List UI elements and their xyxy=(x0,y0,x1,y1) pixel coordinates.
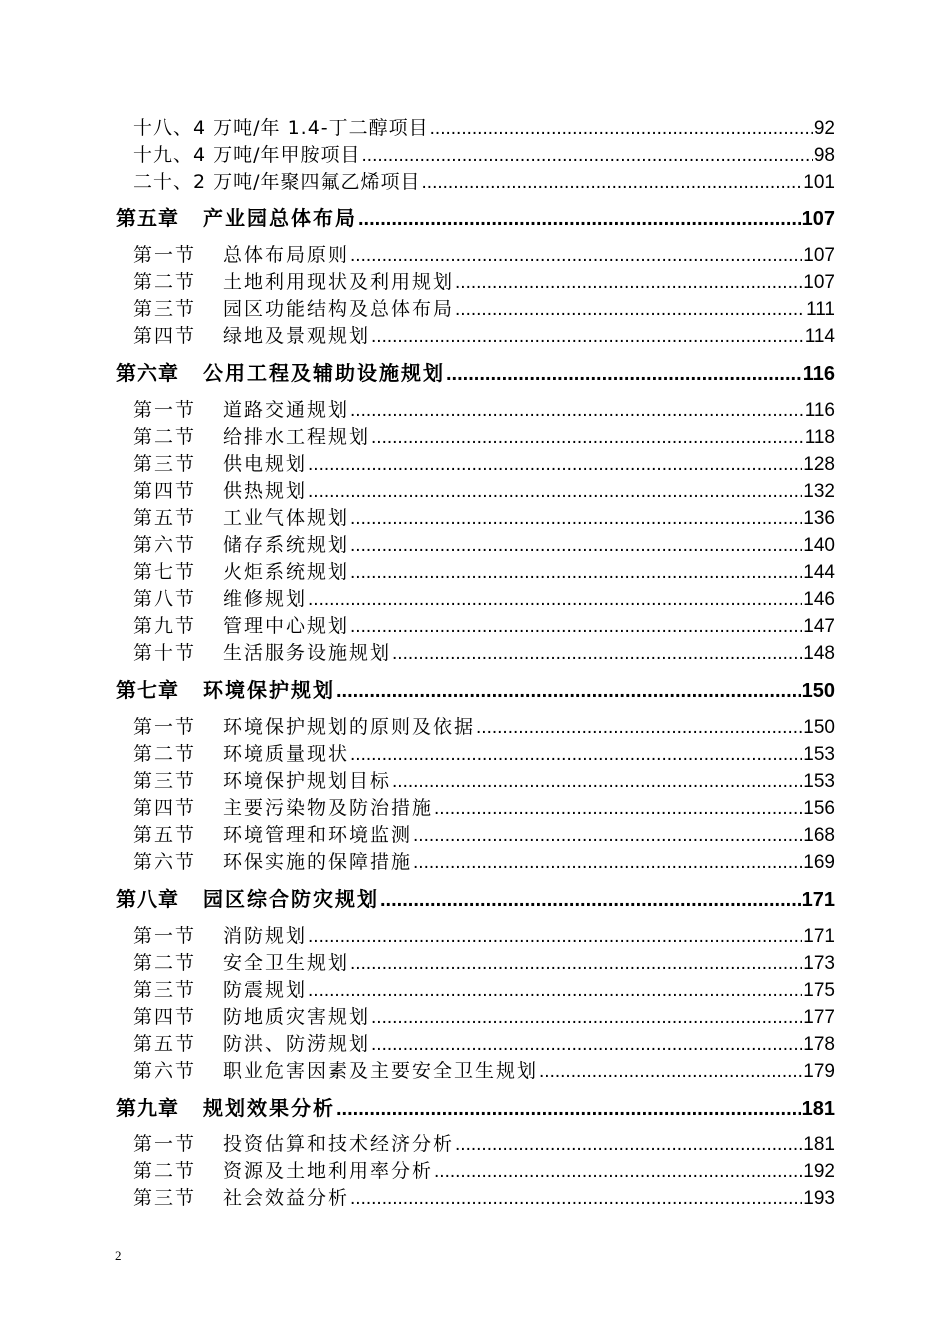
toc-dot-leader xyxy=(413,822,802,849)
toc-dot-leader xyxy=(308,923,802,950)
toc-entry xyxy=(133,586,835,613)
toc-entry-page: 153 xyxy=(803,744,835,765)
toc-entry-page: 150 xyxy=(801,680,835,702)
toc-entry xyxy=(133,142,835,169)
toc-entry-title: 环境保护规划目标 xyxy=(223,770,392,792)
toc-entry-page: 107 xyxy=(801,208,835,230)
toc-dot-leader xyxy=(430,115,813,142)
toc-entry-number: 第四节 xyxy=(133,797,197,819)
toc-entry-title: 社会效益分析 xyxy=(223,1187,350,1209)
toc-entry xyxy=(133,505,835,532)
toc-dot-leader xyxy=(308,586,802,613)
toc-entry xyxy=(133,714,835,741)
toc-entry-page: 181 xyxy=(803,1134,835,1155)
toc-entry-title: 消防规划 xyxy=(223,925,308,947)
toc-entry xyxy=(133,1131,835,1158)
toc-dot-leader xyxy=(350,532,802,559)
toc-entry-title: 投资估算和技术经济分析 xyxy=(223,1133,455,1155)
toc-entry-title: 火炬系统规划 xyxy=(223,561,350,583)
toc-entry xyxy=(133,640,835,667)
toc-entry-title: 安全卫生规划 xyxy=(223,952,350,974)
toc-entry-number: 第二节 xyxy=(133,1160,197,1182)
toc-entry-title: 资源及土地利用率分析 xyxy=(223,1160,434,1182)
toc-dot-leader xyxy=(350,397,804,424)
toc-entry-title: 防地质灾害规划 xyxy=(223,1006,371,1028)
toc-entry-title: 储存系统规划 xyxy=(223,534,350,556)
toc-entry-page: 150 xyxy=(803,717,835,738)
toc-dot-leader xyxy=(336,676,801,705)
toc-entry-page: 148 xyxy=(803,643,835,664)
toc-entry-number: 第一节 xyxy=(133,1133,197,1155)
toc-entry-number: 第四节 xyxy=(133,325,197,347)
toc-entry-title: 供电规划 xyxy=(223,453,308,475)
toc-entry xyxy=(133,559,835,586)
toc-dot-leader xyxy=(336,1094,801,1123)
toc-entry-page: 177 xyxy=(803,1007,835,1028)
toc-entry-page: 178 xyxy=(803,1034,835,1055)
toc-entry-number: 第六节 xyxy=(133,534,197,556)
toc-entry xyxy=(133,923,835,950)
toc-entry-number: 第七章 xyxy=(116,678,179,702)
toc-entry xyxy=(133,950,835,977)
toc-dot-leader xyxy=(539,1058,802,1085)
toc-entry-page: 107 xyxy=(803,245,835,266)
toc-entry-page: 116 xyxy=(804,400,835,421)
toc-entry-number: 第九章 xyxy=(116,1096,179,1120)
toc-entry xyxy=(133,424,835,451)
toc-entry-number: 第五节 xyxy=(133,1033,197,1055)
toc-entry-page: 168 xyxy=(803,825,835,846)
toc-entry-page: 98 xyxy=(813,145,835,166)
toc-entry-number: 第六章 xyxy=(116,361,179,385)
toc-entry-page: 175 xyxy=(803,980,835,1001)
toc-entry-page: 144 xyxy=(803,562,835,583)
toc-entry-page: 192 xyxy=(803,1161,835,1182)
toc-entry xyxy=(133,451,835,478)
toc-entry-title: 环境质量现状 xyxy=(223,743,350,765)
toc-entry-title: 二十、2 万吨/年聚四氟乙烯项目 xyxy=(133,171,421,193)
toc-entry-number: 第三节 xyxy=(133,298,197,320)
toc-entry-page: 181 xyxy=(801,1098,835,1120)
toc-dot-leader xyxy=(308,977,802,1004)
toc-entry-page: 107 xyxy=(803,272,835,293)
toc-dot-leader xyxy=(308,451,802,478)
toc-dot-leader xyxy=(350,613,802,640)
toc-entry-number: 第一节 xyxy=(133,925,197,947)
toc-entry-number: 第五节 xyxy=(133,824,197,846)
toc-entry-title: 道路交通规划 xyxy=(223,399,350,421)
toc-dot-leader xyxy=(380,885,801,914)
toc-dot-leader xyxy=(308,478,802,505)
toc-dot-leader xyxy=(422,169,803,196)
toc-entry-title: 给排水工程规划 xyxy=(223,426,371,448)
toc-entry-page: 156 xyxy=(803,798,835,819)
toc-entry-page: 193 xyxy=(803,1188,835,1209)
toc-entry xyxy=(133,269,835,296)
toc-entry-page: 140 xyxy=(803,535,835,556)
toc-entry-number: 第一节 xyxy=(133,399,197,421)
toc-dot-leader xyxy=(434,795,802,822)
toc-entry-title: 职业危害因素及主要安全卫生规划 xyxy=(223,1060,539,1082)
toc-entry xyxy=(133,242,835,269)
toc-entry-page: 114 xyxy=(804,326,835,347)
toc-entry-title: 防洪、防涝规划 xyxy=(223,1033,371,1055)
toc-entry-title: 供热规划 xyxy=(223,480,308,502)
toc-dot-leader xyxy=(371,323,804,350)
toc-entry-page: 171 xyxy=(801,889,835,911)
toc-chapter-entry xyxy=(116,675,835,705)
toc-entry-page: 171 xyxy=(803,926,835,947)
toc-entry-number: 第七节 xyxy=(133,561,197,583)
toc-entry-title: 绿地及景观规划 xyxy=(223,325,371,347)
toc-entry-page: 101 xyxy=(803,172,835,193)
toc-entry-title: 生活服务设施规划 xyxy=(223,642,392,664)
toc-dot-leader xyxy=(358,204,801,233)
toc-dot-leader xyxy=(350,741,802,768)
toc-entry-page: 136 xyxy=(803,508,835,529)
toc-entry-number: 第八节 xyxy=(133,588,197,610)
toc-entry-page: 128 xyxy=(803,454,835,475)
toc-entry-title: 规划效果分析 xyxy=(203,1096,335,1120)
toc-entry-title: 维修规划 xyxy=(223,588,308,610)
toc-entry-page: 173 xyxy=(803,953,835,974)
toc-entry-number: 第四节 xyxy=(133,1006,197,1028)
toc-entry-number: 第十节 xyxy=(133,642,197,664)
toc-entry-number: 第六节 xyxy=(133,851,197,873)
toc-entry-page: 147 xyxy=(803,616,835,637)
toc-entry-title: 园区综合防灾规划 xyxy=(203,887,379,911)
toc-entry-number: 第三节 xyxy=(133,979,197,1001)
toc-dot-leader xyxy=(350,950,802,977)
toc-entry xyxy=(133,115,835,142)
toc-dot-leader xyxy=(413,849,802,876)
toc-entry-number: 第九节 xyxy=(133,615,197,637)
toc-entry-number: 第二节 xyxy=(133,952,197,974)
toc-entry xyxy=(133,849,835,876)
toc-entry-number: 第五节 xyxy=(133,507,197,529)
toc-dot-leader xyxy=(350,505,802,532)
toc-entry xyxy=(133,169,835,196)
toc-entry xyxy=(133,822,835,849)
toc-entry xyxy=(133,977,835,1004)
toc-entry-page: 111 xyxy=(806,299,835,320)
toc-entry-title: 土地利用现状及利用规划 xyxy=(223,271,455,293)
toc-entry xyxy=(133,613,835,640)
toc-entry-number: 第一节 xyxy=(133,716,197,738)
toc-dot-leader xyxy=(455,296,805,323)
toc-chapter-entry xyxy=(116,884,835,914)
toc-entry-title: 十八、4 万吨/年 1.4-丁二醇项目 xyxy=(133,117,429,139)
toc-entry-number: 第三节 xyxy=(133,453,197,475)
toc-dot-leader xyxy=(371,1031,802,1058)
toc-entry-number: 第六节 xyxy=(133,1060,197,1082)
toc-entry-title: 总体布局原则 xyxy=(223,244,350,266)
toc-dot-leader xyxy=(362,142,813,169)
toc-entry-title: 主要污染物及防治措施 xyxy=(223,797,434,819)
toc-entry-page: 153 xyxy=(803,771,835,792)
toc-chapter-entry xyxy=(116,358,835,388)
toc-entry xyxy=(133,296,835,323)
toc-entry xyxy=(133,532,835,559)
toc-entry-number: 第五章 xyxy=(116,206,179,230)
toc-entry xyxy=(133,741,835,768)
toc-entry xyxy=(133,1031,835,1058)
toc-entry-number: 第二节 xyxy=(133,426,197,448)
toc-entry xyxy=(133,1058,835,1085)
toc-entry xyxy=(133,1004,835,1031)
toc-chapter-entry xyxy=(116,203,835,233)
toc-dot-leader xyxy=(371,1004,802,1031)
toc-dot-leader xyxy=(350,559,802,586)
toc-entry-number: 第二节 xyxy=(133,743,197,765)
toc-dot-leader xyxy=(371,424,804,451)
toc-entry-page: 116 xyxy=(802,363,835,385)
toc-entry-title: 环境保护规划 xyxy=(203,678,335,702)
page-number: 2 xyxy=(115,1248,122,1263)
toc-entry-page: 169 xyxy=(803,852,835,873)
toc-dot-leader xyxy=(350,1185,802,1212)
toc-entry-page: 92 xyxy=(813,118,835,139)
toc-entry-title: 公用工程及辅助设施规划 xyxy=(203,361,445,385)
toc-entry-page: 146 xyxy=(803,589,835,610)
toc-entry xyxy=(133,323,835,350)
toc-entry-page: 118 xyxy=(804,427,835,448)
toc-entry xyxy=(133,1158,835,1185)
toc-entry-title: 十九、4 万吨/年甲胺项目 xyxy=(133,144,361,166)
toc-entry-page: 132 xyxy=(803,481,835,502)
toc-entry-title: 环境管理和环境监测 xyxy=(223,824,413,846)
toc-dot-leader xyxy=(455,1131,802,1158)
toc-dot-leader xyxy=(392,768,802,795)
toc-entry-title: 产业园总体布局 xyxy=(203,206,357,230)
toc-entry xyxy=(133,768,835,795)
toc-entry-title: 园区功能结构及总体布局 xyxy=(223,298,455,320)
toc-entry-number: 第四节 xyxy=(133,480,197,502)
toc-dot-leader xyxy=(434,1158,802,1185)
toc-dot-leader xyxy=(350,242,802,269)
toc-dot-leader xyxy=(446,359,802,388)
toc-chapter-entry xyxy=(116,1093,835,1123)
toc-entry-number: 第三节 xyxy=(133,770,197,792)
toc-entry-number: 第二节 xyxy=(133,271,197,293)
toc-entry-number: 第一节 xyxy=(133,244,197,266)
toc-entry-number: 第八章 xyxy=(116,887,179,911)
toc-entry-page: 179 xyxy=(803,1061,835,1082)
toc-entry xyxy=(133,795,835,822)
toc-entry xyxy=(133,397,835,424)
toc-entry-title: 环境保护规划的原则及依据 xyxy=(223,716,476,738)
toc-entry xyxy=(133,478,835,505)
toc-entry-title: 工业气体规划 xyxy=(223,507,350,529)
toc-entry-title: 环保实施的保障措施 xyxy=(223,851,413,873)
toc-dot-leader xyxy=(476,714,802,741)
toc-entry xyxy=(133,1185,835,1212)
toc-entry-number: 第三节 xyxy=(133,1187,197,1209)
toc-entry-title: 防震规划 xyxy=(223,979,308,1001)
toc-entry-title: 管理中心规划 xyxy=(223,615,350,637)
toc-dot-leader xyxy=(455,269,802,296)
toc-dot-leader xyxy=(392,640,802,667)
